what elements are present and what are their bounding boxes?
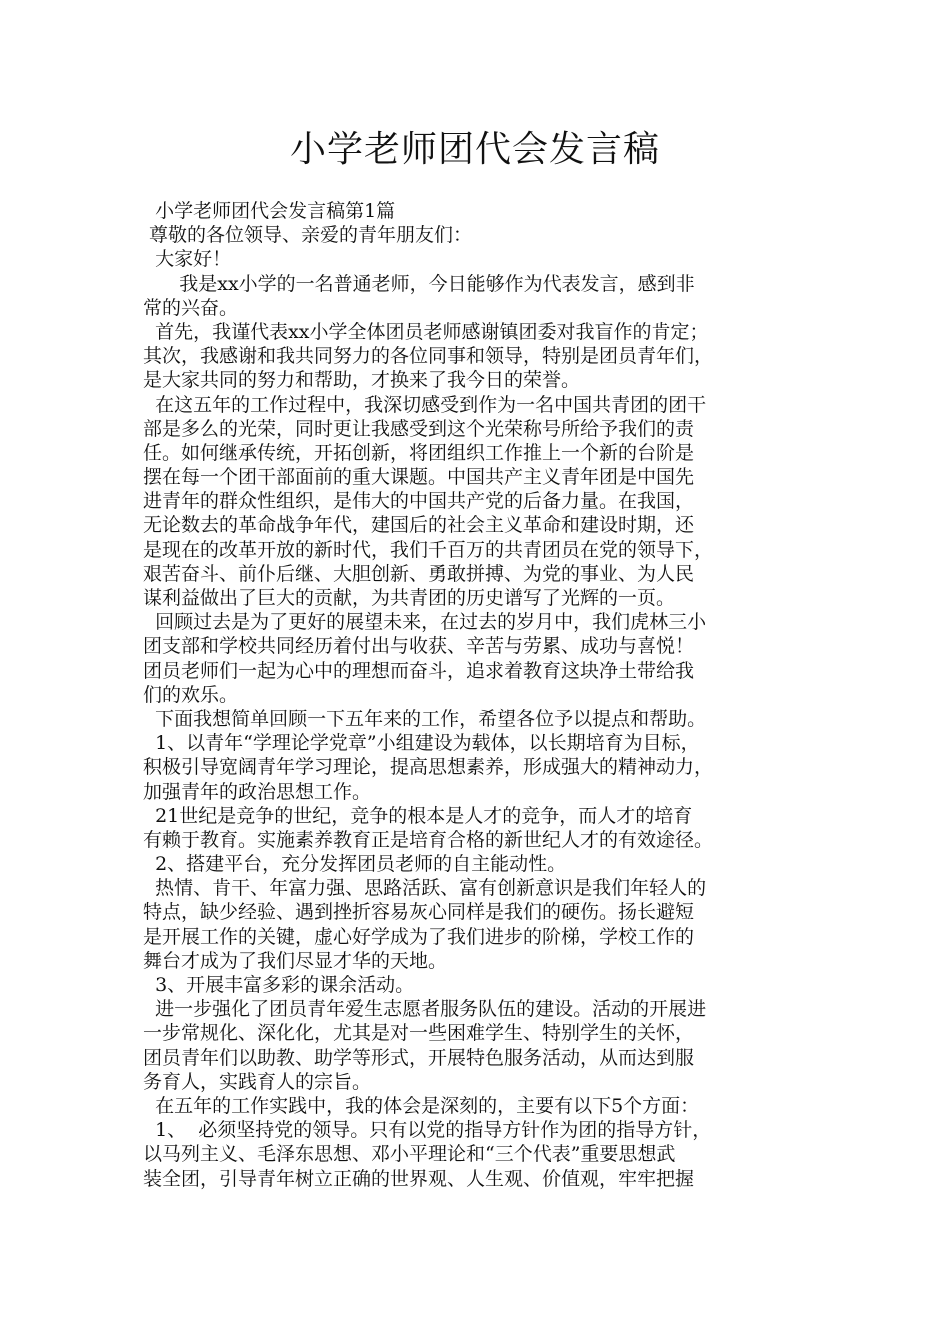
body-text-line: 常的兴奋。 bbox=[143, 296, 239, 319]
body-text-line: 艰苦奋斗、前仆后继、大胆创新、勇敢拼搏、为党的事业、为人民 bbox=[143, 562, 695, 585]
body-text-line: 装全团，引导青年树立正确的世界观、人生观、价值观，牢牢把握 bbox=[143, 1167, 695, 1190]
body-text-line: 积极引导宽阔青年学习理论，提高思想素养，形成强大的精神动力， bbox=[143, 756, 714, 779]
body-text-line: 有赖于教育。实施素养教育正是培育合格的新世纪人才的有效途径。 bbox=[143, 828, 714, 851]
body-text-line: 特点，缺少经验、遇到挫折容易灰心同样是我们的硬伤。扬长避短 bbox=[143, 901, 695, 924]
body-text-line: 21世纪是竞争的世纪，竞争的根本是人才的竞争，而人才的培育 bbox=[143, 804, 693, 827]
body-text-line: 团员老师们一起为心中的理想而奋斗，追求着教育这块净土带给我 bbox=[143, 659, 695, 682]
body-text-line: 务育人，实践育人的宗旨。 bbox=[143, 1070, 372, 1093]
body-text-line: 下面我想简单回顾一下五年来的工作，希望各位予以提点和帮助。 bbox=[143, 707, 707, 730]
body-text-line: 在五年的工作实践中，我的体会是深刻的，主要有以下5个方面： bbox=[143, 1094, 700, 1117]
body-text-line: 小学老师团代会发言稿第1篇 bbox=[143, 200, 396, 222]
body-text-line: 1、以青年“学理论学党章”小组建设为载体，以长期培育为目标， bbox=[143, 732, 700, 755]
body-text-line: 尊敬的各位领导、亲爱的青年朋友们： bbox=[143, 224, 473, 247]
body-text-line: 团支部和学校共同经历着付出与收获、辛苦与劳累、成功与喜悦！ bbox=[143, 635, 695, 658]
body-text-line: 我是xx小学的一名普通老师，今日能够作为代表发言，感到非 bbox=[143, 272, 695, 295]
body-text-line: 在这五年的工作过程中，我深切感受到作为一名中国共青团的团干 bbox=[143, 393, 707, 416]
body-text-line: 1、 必须坚持党的领导。只有以党的指导方针作为团的指导方针， bbox=[143, 1119, 712, 1142]
body-text-line: 任。如何继承传统，开拓创新，将团组织工作推上一个新的台阶是 bbox=[143, 441, 695, 464]
body-text-line: 其次，我感谢和我共同努力的各位同事和领导，特别是团员青年们， bbox=[143, 345, 714, 368]
body-text-line: 部是多么的光荣，同时更让我感受到这个光荣称号所给予我们的责 bbox=[143, 417, 695, 440]
body-text-line: 回顾过去是为了更好的展望未来，在过去的岁月中，我们虎林三小 bbox=[143, 611, 707, 634]
body-text-line: 一步常规化、深化化，尤其是对一些困难学生、特别学生的关怀， bbox=[143, 1022, 695, 1045]
body-text-line: 舞台才成为了我们尽显才华的天地。 bbox=[143, 949, 448, 972]
body-text-line: 首先，我谨代表xx小学全体团员老师感谢镇团委对我盲作的肯定； bbox=[143, 320, 709, 343]
body-text-line: 无论数去的革命战争年代，建国后的社会主义革命和建设时期，还 bbox=[143, 514, 695, 537]
body-text-line: 们的欢乐。 bbox=[143, 683, 239, 706]
body-text-line: 谋利益做出了巨大的贡献，为共青团的历史谱写了光辉的一页。 bbox=[143, 587, 676, 609]
body-text-line: 以马列主义、毛泽东思想、邓小平理论和“三个代表”重要思想武 bbox=[143, 1143, 676, 1166]
body-text-line: 团员青年们以助教、助学等形式，开展特色服务活动，从而达到服 bbox=[143, 1046, 695, 1069]
body-text-line: 是现在的改革开放的新时代，我们千百万的共青团员在党的领导下， bbox=[143, 538, 714, 561]
body-text-line: 摆在每一个团干部面前的重大课题。中国共产主义青年团是中国先 bbox=[143, 466, 695, 489]
body-text-line: 是大家共同的努力和帮助，才换来了我今日的荣誉。 bbox=[143, 369, 581, 392]
body-text-line: 加强青年的政治思想工作。 bbox=[143, 780, 372, 803]
body-text-line: 3、开展丰富多彩的课余活动。 bbox=[143, 974, 415, 996]
document-body bbox=[143, 199, 828, 1191]
body-text-line: 2、搭建平台，充分发挥团员老师的自主能动性。 bbox=[143, 853, 567, 876]
body-text-line: 是开展工作的关键，虚心好学成为了我们进步的阶梯，学校工作的 bbox=[143, 925, 695, 948]
body-text-line: 进一步强化了团员青年爱生志愿者服务队伍的建设。活动的开展进 bbox=[143, 998, 707, 1021]
body-text-line: 大家好！ bbox=[143, 248, 232, 271]
body-text-line: 热情、肯干、年富力强、思路活跃、富有创新意识是我们年轻人的 bbox=[143, 877, 707, 900]
body-text-line: 进青年的群众性组织，是伟大的中国共产党的后备力量。在我国， bbox=[143, 490, 695, 513]
document-title: 小学老师团代会发言稿 bbox=[289, 129, 660, 170]
